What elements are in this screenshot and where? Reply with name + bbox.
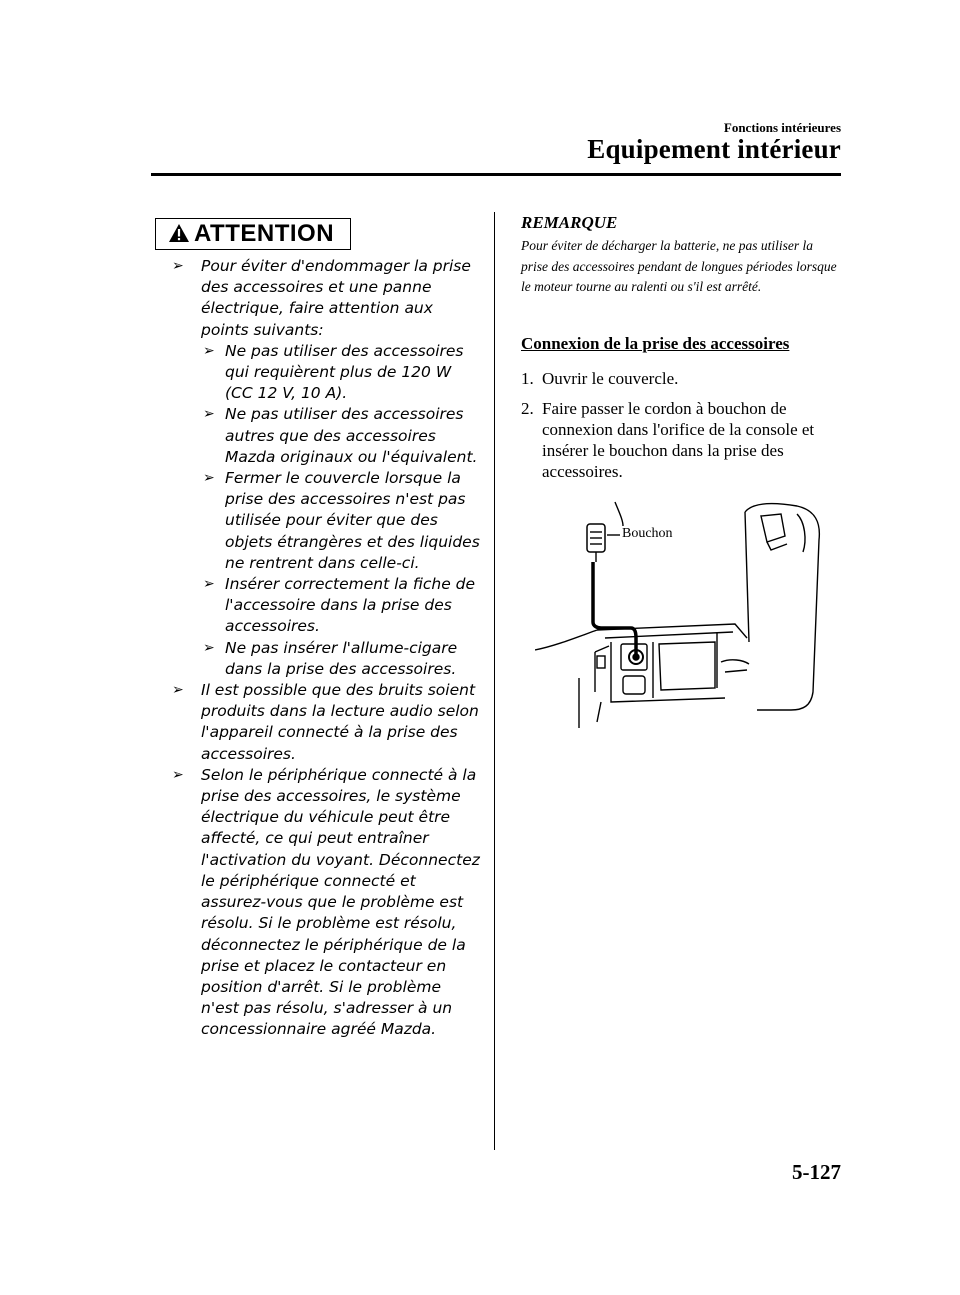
column-divider <box>494 212 495 1150</box>
step-item <box>521 368 841 389</box>
attention-item: ➢ Selon le périphérique connecté à la prise des accessoires, le système électrique du véhicule peut être affecté, ce qui peut entraîner l'activation du voyant. Déconnectez le périphérique connecté et assurez-vous que le problème est résolu. Si le problème est résolu, déconnectez le périphérique de la prise et placez le contacteur en position d'arrêt. Si le problème n'est pas résolu, s'adresser à un concessionnaire agréé Mazda. <box>170 765 480 1041</box>
page-number: 5-127 <box>792 1160 841 1184</box>
attention-subitem: ➢ Ne pas insérer l'allume-cigare dans la prise des accessoires. <box>201 638 480 680</box>
header-rule <box>151 173 841 176</box>
attention-item: ➢ Il est possible que des bruits soient produits dans la lecture audio selon l'appareil connecté à la prise des accessoires. <box>170 680 480 765</box>
step-number: 2. <box>521 399 534 418</box>
warning-triangle-icon <box>168 223 190 243</box>
attention-list <box>170 256 480 1041</box>
section-label: Fonctions intérieures <box>723 120 841 135</box>
attention-item <box>170 256 480 680</box>
remarque-body: Pour éviter de décharger la batterie, ne pas utiliser la prise des accessoires pendant de longues périodes lorsque le moteur tourne au ralenti ou s'il est arrêté. <box>521 238 837 295</box>
step-number: 1. <box>521 369 534 388</box>
attention-subitem: ➢ Ne pas utiliser des accessoires qui requièrent plus de 120 W (CC 12 V, 10 A). <box>201 341 480 405</box>
attention-subitem: ➢ Ne pas utiliser des accessoires autres que des accessoires Mazda originaux ou l'équivalent. <box>201 404 480 468</box>
steps-list <box>521 368 841 491</box>
step-text: Ouvrir le couvercle. <box>542 369 679 388</box>
attention-subitem: ➢ Insérer correctement la fiche de l'accessoire dans la prise des accessoires. <box>201 574 480 638</box>
attention-item-text: Pour éviter d'endommager la prise des accessoires et une panne électrique, faire attention aux points suivants: <box>201 257 471 339</box>
figure-label-bouchon: Bouchon <box>622 526 673 541</box>
console-illustration <box>535 492 835 732</box>
attention-subitem: ➢ Fermer le couvercle lorsque la prise des accessoires n'est pas utilisée pour éviter que des objets étrangères et des liquides ne rentrent dans celle-ci. <box>201 468 480 574</box>
step-text: Faire passer le cordon à bouchon de connexion dans l'orifice de la console et insérer le bouchon dans la prise des accessoires. <box>542 399 815 481</box>
remarque-title: REMARQUE <box>521 213 618 232</box>
section-heading: Connexion de la prise des accessoires <box>521 334 790 353</box>
attention-label: ATTENTION <box>194 220 335 247</box>
attention-box <box>155 218 351 250</box>
step-item <box>521 398 841 482</box>
page-title: Equipement intérieur <box>587 134 841 164</box>
